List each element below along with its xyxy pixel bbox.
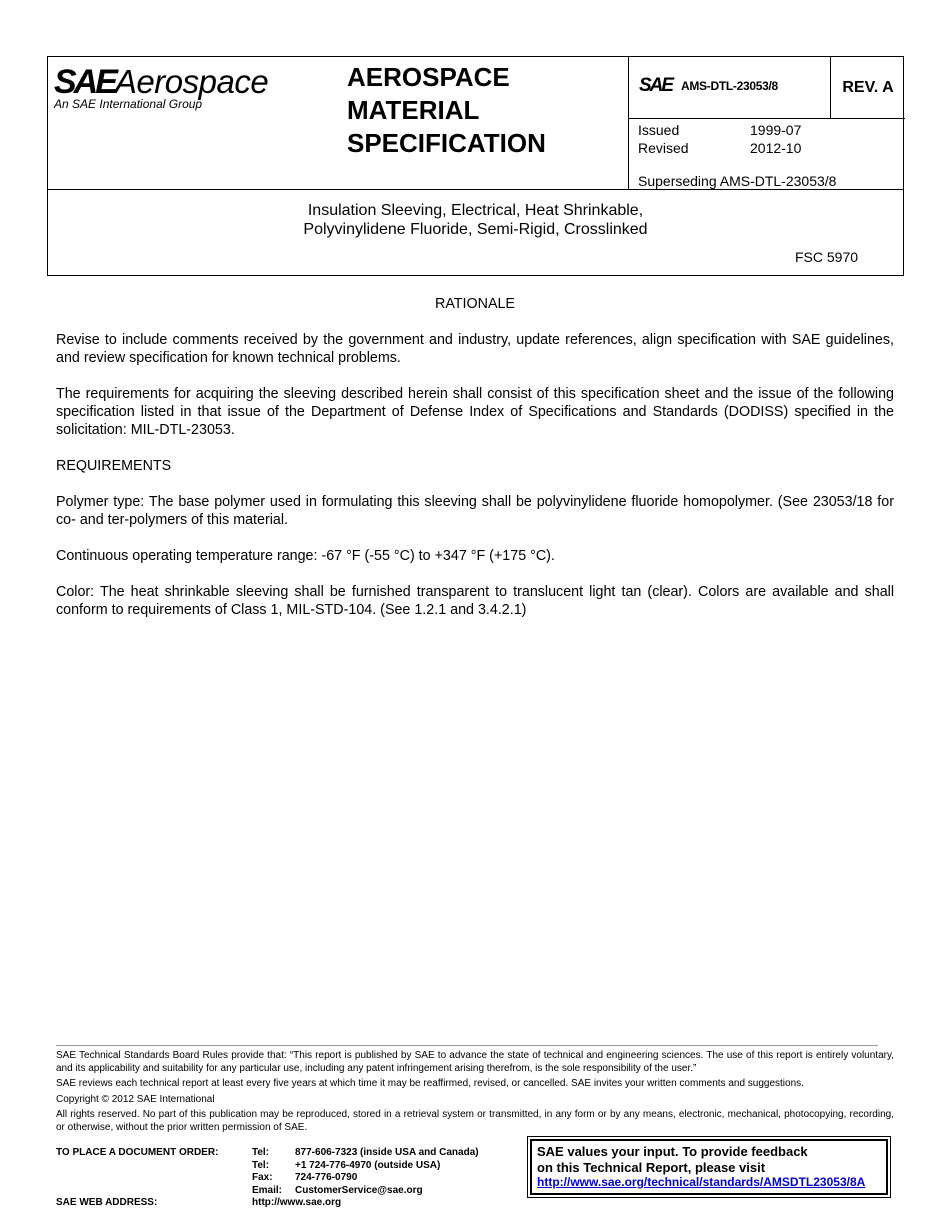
web-address-link[interactable]: http://www.sae.org (252, 1197, 342, 1208)
order-contacts (252, 1147, 479, 1197)
document-id-cell (629, 57, 831, 119)
title-line-2: MATERIAL (347, 95, 480, 125)
subject-line-1: Insulation Sleeving, Electrical, Heat Shrinkable, (307, 202, 644, 219)
web-address-label: SAE WEB ADDRESS: (56, 1197, 158, 1208)
revised-date: 2012-10 (750, 140, 802, 156)
fsc-code: FSC 5970 (795, 249, 859, 265)
logo-sae: SAE (54, 63, 115, 101)
feedback-line-1: SAE values your input. To provide feedback (537, 1144, 808, 1159)
logo-group-text: An SAE International Group (54, 97, 203, 111)
document-body (56, 295, 894, 619)
mini-sae-logo: SAE (639, 75, 673, 96)
email-label: Email: (252, 1184, 283, 1196)
feedback-box (527, 1136, 891, 1198)
revision-cell: REV. A (831, 57, 905, 119)
copyright-notice: Copyright © 2012 SAE International (56, 1093, 215, 1105)
footer-notes (56, 1050, 894, 1137)
web-address-row (56, 1197, 342, 1208)
color-paragraph: Color: The heat shrinkable sleeving shall be furnished transparent to translucent light tan (clear). Colors are available and shall conform to requirements of Class 1, MIL-STD-104. (See 1.2.1 and 3.4.2.1) (56, 584, 894, 618)
title-line-3: SPECIFICATION (347, 128, 546, 158)
review-statement: SAE reviews each technical report at least every five years at which time it may be reaffirmed, revised, or cancelled. SAE invites your written comments and suggestions. (56, 1078, 804, 1089)
dates-block (638, 121, 801, 157)
logo-cell (48, 57, 338, 189)
fax-label: Fax: (252, 1172, 273, 1183)
sae-aerospace-logo (54, 63, 268, 111)
requirements-intro-paragraph: The requirements for acquiring the sleeving described herein shall consist of this specification sheet and the issue of the following specification listed in that issue of the Department of Defense Index of Specifications and Standards (DODISS) specified in the solicitation: MIL-DTL-23053. (56, 386, 894, 438)
subject-line-2: Polyvinylidene Fluoride, Semi-Rigid, Crosslinked (303, 221, 648, 238)
rationale-paragraph: Revise to include comments received by the government and industry, update references, align specification with SAE guidelines, and review specification for known technical problems. (56, 332, 894, 366)
tel-outside-usa: +1 724-776-4970 (outside USA) (295, 1159, 441, 1171)
rights-notice: All rights reserved. No part of this publication may be reproduced, stored in a retrieval system or transmitted, in any form or by any means, electronic, mechanical, photocopying, recording, or otherwise, without the prior written permission of SAE. (56, 1109, 894, 1133)
email-address: CustomerService@sae.org (295, 1184, 423, 1196)
logo-aerospace: Aerospace (114, 63, 269, 100)
document-meta (628, 57, 904, 189)
issued-label: Issued (638, 122, 680, 138)
footer-divider (56, 1045, 878, 1046)
feedback-line-2: on this Technical Report, please visit (537, 1159, 766, 1175)
rationale-heading: RATIONALE (435, 296, 515, 312)
fax-number: 724-776-0790 (295, 1172, 358, 1183)
temperature-paragraph: Continuous operating temperature range: -67 °F (-55 °C) to +347 °F (+175 °C). (56, 548, 555, 564)
order-label: TO PLACE A DOCUMENT ORDER: (56, 1147, 219, 1158)
feedback-box-inner (530, 1139, 888, 1195)
feedback-link[interactable]: http://www.sae.org/technical/standards/AMSDTL23053/8A (537, 1175, 866, 1189)
standards-board-rules: SAE Technical Standards Board Rules provide that: “This report is published by SAE to advance the state of technical and engineering sciences. The use of this report is entirely voluntary, and its applicability and suitability for any particular use, including any patent infringement arising therefrom, is the sole responsibility of the user.” (56, 1050, 894, 1074)
tel-inside-usa: 877-606-7323 (inside USA and Canada) (295, 1147, 479, 1158)
title-line-1: AEROSPACE (347, 62, 510, 92)
document-type-title (347, 61, 546, 160)
tel-label-2: Tel: (252, 1159, 270, 1171)
header-block (47, 56, 904, 190)
subject-block (47, 189, 904, 276)
tel-label-1: Tel: (252, 1147, 270, 1158)
revised-label: Revised (638, 140, 689, 156)
polymer-type-paragraph: Polymer type: The base polymer used in formulating this sleeving shall be polyvinylidene fluoride homopolymer. (See 23053/18 for co- and ter-polymers of this material. (56, 494, 894, 528)
document-number: AMS-DTL-23053/8 (681, 79, 778, 93)
issued-date: 1999-07 (750, 122, 802, 138)
superseding-text: Superseding AMS-DTL-23053/8 (638, 173, 837, 189)
requirements-heading: REQUIREMENTS (56, 458, 172, 474)
